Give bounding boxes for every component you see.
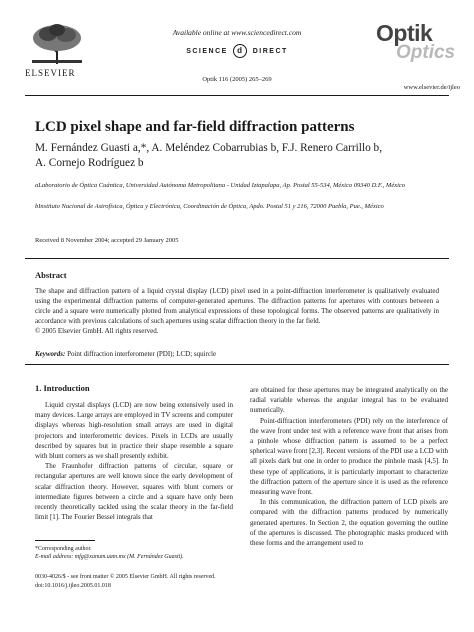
intro-paragraph-5: In this communication, the diffraction pattern of LCD pixels are compared with the diffraction patterns produced by numerically generated apertures. In Section 2, the equation governing the outline of the apertures is discussed. The photographic masks produced with these forms and the arrangement used to	[250, 498, 448, 548]
abstract-top-rule	[25, 258, 449, 259]
abstract-copyright: © 2005 Elsevier GmbH. All rights reserved.	[35, 327, 159, 335]
authors-line-1: M. Fernández Guasti a,*, A. Meléndez Cobarrubias b, F.J. Renero Carrillo b,	[35, 142, 383, 154]
header-rule	[25, 95, 449, 96]
intro-paragraph-1: Liquid crystal displays (LCD) are now being extensively used in many devices. Large arrays are employed in TV screens and computer displays whereas high-resolution small arrays are used in digital projectors and interferometric devices. Pixels in LCDs are usually described by squares but in practice their shape resemble a square with blunt corners as we shall presently exhibit.	[35, 401, 233, 461]
corresponding-author-note: *Corresponding author.	[35, 546, 92, 552]
footnote-rule	[35, 540, 95, 541]
abstract-body	[35, 286, 439, 336]
intro-heading: 1. Introduction	[35, 383, 90, 393]
email-note: E-mail address: mfg@xanum.uam.mx (M. Fernández Guasti).	[35, 554, 184, 560]
intro-paragraph-2: The Fraunhofer diffraction patterns of circular, square or rectangular apertures are well known since the early development of scalar diffraction theory. However, squares with blunt corners or intermediate figures between a circle and a square have only been recently theoretically tackled using the scalar theory in the far-field limit [1]. The Fourier Bessel integrals that	[35, 462, 233, 522]
right-column	[250, 385, 448, 548]
journal-url-link[interactable]: www.elsevier.de/ijleo	[403, 84, 460, 91]
article-authors	[35, 141, 435, 171]
doi-line[interactable]: doi:10.1016/j.ijleo.2005.01.018	[35, 583, 111, 589]
left-column	[35, 400, 233, 522]
journal-logo-optics: Optics	[396, 42, 456, 63]
abstract-text: The shape and diffraction pattern of a liquid crystal display (LCD) pixel used in a point-diffraction interferometer is qualitatively evaluated using the experimental diffraction patterns of computer-generated apertures. The diffraction patterns for apertures with contours between a circle and a square were numerically plotted from analytical expressions of these topological forms. The observed patterns are qualitatively in accordance with previous calculations of such apertures using scalar diffraction theory in the far field.	[35, 287, 439, 325]
issn-line: 0030-4026/$ - see front matter © 2005 Elsevier GmbH. All rights reserved.	[35, 574, 216, 580]
authors-line-2: A. Cornejo Rodríguez b	[35, 157, 144, 169]
intro-paragraph-3: are obtained for these apertures may be integrated analytically on the radial variable whereas the angular integral has to be evaluated numerically.	[250, 386, 448, 415]
received-dates: Received 8 November 2004; accepted 29 January 2005	[35, 237, 179, 244]
abstract-heading: Abstract	[35, 270, 67, 280]
publisher-name: ELSEVIER	[25, 68, 76, 78]
journal-citation: Optik 116 (2005) 265–269	[202, 76, 272, 83]
available-online-text: Available online at www.sciencedirect.com	[172, 28, 302, 37]
affiliation-b: bInstituto Nacional de Astrofísica, Óptica y Electrónica, Coordinación de Óptica, Apdo. Postal 51 y 216, 72000 Puebla, Pue., México	[35, 203, 384, 210]
intro-paragraph-4: Point-diffraction interferometers (PDI) rely on the interference of the wave front under test with a reference wave front that arises from a pinhole whose diffraction pattern is assumed to be a perfect spherical wave front [2,3]. Recent versions of the PDI use a LCD with all pixels dark but one in order to produce the pinhole mask [4,5]. In these type of applications, it is particularly important to characterize the diffraction pattern of the aperture since it is used as the reference measuring wave front.	[250, 416, 448, 497]
affiliation-a: aLaboratorio de Óptica Cuántica, Universidad Autónoma Metropolitana - Unidad Iztapalapa, Ap. Postal 55-534, México 09340 D.F., México	[35, 182, 406, 189]
article-title: LCD pixel shape and far-field diffraction patterns	[35, 119, 355, 135]
keywords-list: Point diffraction interferometer (PDI); LCD; squircle	[67, 350, 217, 358]
sciencedirect-at-icon: d	[233, 44, 247, 58]
abstract-bottom-rule	[25, 364, 449, 365]
keywords	[35, 350, 439, 358]
sciencedirect-left: SCIENCE	[186, 47, 228, 55]
keywords-label: Keywords:	[35, 350, 66, 358]
sciencedirect-right: DIRECT	[252, 47, 288, 55]
journal-logo-optik: Optik	[376, 20, 433, 46]
